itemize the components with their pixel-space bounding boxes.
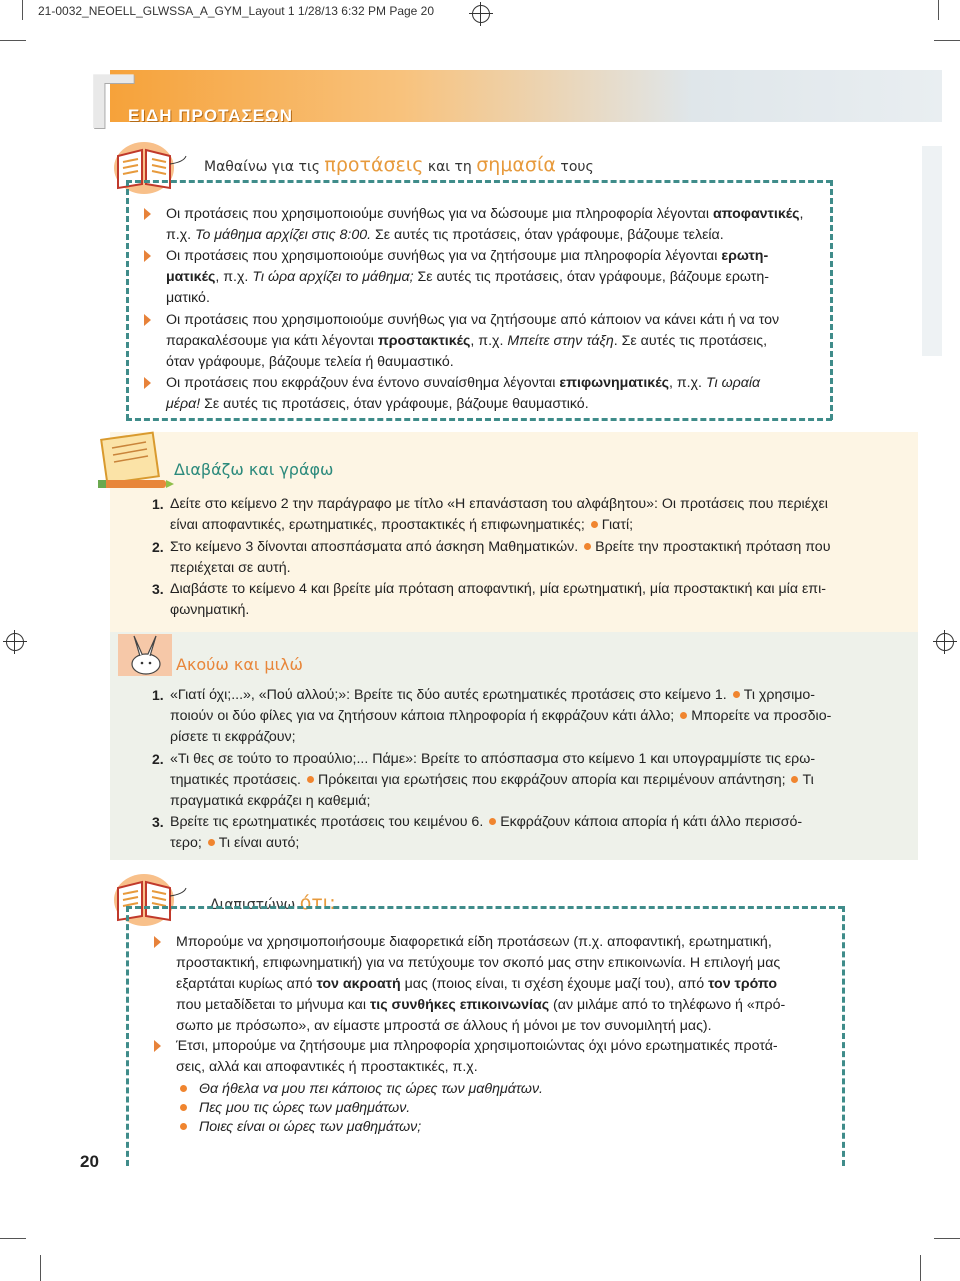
registration-mark-icon	[6, 633, 24, 651]
learn-heading-pre: Μαθαίνω για τις	[204, 159, 320, 175]
dashed-border-top	[126, 906, 844, 909]
read-write-item-3: 3. Διαβάστε το κείμενο 4 και βρείτε μία πρόταση αποφαντική, μία ερωτηματική, μία προστακτική και μία επι- φωνηματική.	[152, 581, 826, 618]
listen-speak-item-2: 2. «Τι θες σε τούτο το προαύλιο;... Πάμε»: Βρείτε το απόσπασμα στο κείμενο 1 και υπογραμμίστε τις ερω- τηματικές προτάσεις. Πρόκειται για ερωτήσεις που εκφράζουν απορία και περιμένουν απάντηση; Τι πραγματικά εκφράζει η καθεμιά;	[152, 751, 816, 809]
crop-mark	[920, 1255, 921, 1281]
learn-heading-post: τους	[560, 159, 594, 175]
listen-speak-item-1: 1. «Γιατί όχι;...», «Πού αλλού;»: Βρείτε τις δύο αυτές ερωτηματικές προτάσεις στο κείμενο 1. Τι χρησιμο- ποιούν οι δύο φίλες για να ζητήσουν κάποια πληροφορία ή εκφράζουν κάτι άλλο; Μπορείτε να προσδιο- ρίσετε τι εκφράζουν;	[152, 687, 832, 745]
discover-heading-word: ότι:	[299, 892, 336, 914]
registration-mark-icon	[936, 633, 954, 651]
dashed-border-bottom	[126, 418, 832, 421]
dashed-border-right	[842, 906, 845, 1166]
bullet-icon	[154, 936, 161, 948]
chapter-title: ΕΙΔΗ ΠΡΟΤΑΣΕΩΝ	[128, 106, 293, 125]
side-strip	[922, 146, 942, 356]
open-book-icon	[108, 134, 188, 196]
discover-paragraph-2: Έτσι, μπορούμε να ζητήσουμε μια πληροφορία χρησιμοποιώντας όχι μόνο ερωτηματικές προτά- σεις, αλλά και αποφαντικές ή προστακτικές, π.χ.	[176, 1036, 836, 1078]
read-write-item-2: 2. Στο κείμενο 3 δίνονται αποσπάσματα από άσκηση Μαθηματικών. Βρείτε την προστακτική πρόταση που περιέχεται σε αυτή.	[152, 539, 831, 576]
crop-mark	[40, 1255, 41, 1281]
learn-paragraph-3: Οι προτάσεις που χρησιμοποιούμε συνήθως για να ζητήσουμε από κάποιον να κάνει κάτι ή να τον παρακαλέσουμε για κάτι λέγονται προστακτικές, π.χ. Μπείτε στην τάξη. Σε αυτές τις προτάσεις, όταν γράφουμε, βάζουμε τελεία ή θαυμαστικό.	[166, 310, 826, 373]
discover-heading-pre: Διαπιστώνω	[210, 897, 296, 913]
dashed-border-right	[830, 180, 833, 420]
dashed-border-left	[126, 906, 129, 1166]
dashed-border-left	[126, 180, 129, 420]
dot-icon	[489, 818, 496, 825]
dot-icon	[180, 1123, 187, 1130]
dot-icon	[733, 691, 740, 698]
learn-paragraph-1: Οι προτάσεις που χρησιμοποιούμε συνήθως για να δώσουμε μια πληροφορία λέγονται αποφαντικές, π.χ. Το μάθημα αρχίζει στις 8:00. Σε αυτές τις προτάσεις, όταν γράφουμε, βάζουμε τελεία.	[166, 204, 826, 246]
listen-speak-item-3: 3. Βρείτε τις ερωτηματικές προτάσεις του κειμένου 6. Εκφράζουν κάποια απορία ή κάτι άλλο περισσό- τερο; Τι είναι αυτό;	[152, 814, 803, 851]
example-item: Πες μου τις ώρες των μαθημάτων.	[178, 1099, 778, 1118]
dot-icon	[180, 1085, 187, 1092]
dot-icon	[307, 776, 314, 783]
bullet-icon	[144, 250, 151, 262]
learn-heading-word1: προτάσεις	[324, 154, 424, 176]
crop-mark	[22, 0, 23, 20]
learn-paragraph-4: Οι προτάσεις που εκφράζουν ένα έντονο συναίσθημα λέγονται επιφωνηματικές, π.χ. Τι ωραία μέρα! Σε αυτές τις προτάσεις, όταν γράφουμε, βάζουμε θαυμαστικό.	[166, 373, 826, 415]
registration-mark-icon	[472, 5, 490, 23]
listen-speak-heading: Ακούω και μιλώ	[176, 655, 303, 674]
dashed-border-top	[126, 180, 832, 183]
learn-heading	[204, 154, 594, 176]
crop-mark	[934, 40, 960, 41]
crop-mark	[0, 1238, 26, 1239]
crop-mark	[934, 1238, 960, 1239]
dot-icon	[680, 712, 687, 719]
learn-heading-word2: σημασία	[476, 154, 556, 176]
read-write-heading: Διαβάζω και γράφω	[174, 460, 334, 479]
notebook-pencil-icon	[96, 430, 174, 498]
rabbit-icon	[116, 630, 176, 680]
dot-icon	[791, 776, 798, 783]
open-book-icon	[108, 866, 188, 928]
bullet-icon	[144, 314, 151, 326]
dot-icon	[584, 543, 591, 550]
example-item: Ποιες είναι οι ώρες των μαθημάτων;	[178, 1118, 778, 1137]
bullet-icon	[144, 208, 151, 220]
read-write-item-1: 1. Δείτε στο κείμενο 2 την παράγραφο με τίτλο «Η επανάσταση του αλφάβητου»: Οι προτάσεις που περιέχει είναι αποφαντικές, ερωτηματικές, προστακτικές ή επιφωνηματικές; Γιατί;	[152, 496, 828, 533]
discover-paragraph-1: Μπορούμε να χρησιμοποιήσουμε διαφορετικά είδη προτάσεων (π.χ. αποφαντική, ερωτηματική, προστακτική, επιφωνηματική) για να πετύχουμε τον σκοπό μας στην επικοινωνία. Η επιλογή μας εξαρτάται κυρίως από τον ακροατή μας (ποιος είναι, τι σχέση έχουμε μαζί του), από τον τρόπο που μεταδίδεται το μήνυμα και τις συνθήκες επικοινωνίας (αν μιλάμε από το τηλέφωνο ή «πρό- σωπο με πρόσωπο», αν είμαστε μπροστά σε άλλους ή μόνοι με τον συνομιλητή μας).	[176, 932, 836, 1037]
discover-examples	[178, 1080, 778, 1137]
bullet-icon	[154, 1040, 161, 1052]
dot-icon	[208, 839, 215, 846]
dot-icon	[180, 1104, 187, 1111]
crop-mark	[0, 40, 26, 41]
print-header-text: 21-0032_NEOELL_GLWSSA_A_GYM_Layout 1 1/28/13 6:32 PM Page 20	[38, 4, 435, 18]
page-number: 20	[80, 1152, 99, 1171]
crop-mark	[938, 0, 939, 20]
learn-paragraph-2: Οι προτάσεις που χρησιμοποιούμε συνήθως για να ζητήσουμε μια πληροφορία λέγονται ερωτη- ματικές, π.χ. Τι ώρα αρχίζει το μάθημα; Σε αυτές τις προτάσεις, όταν γράφουμε, βάζουμε ερωτη- ματικό.	[166, 246, 826, 309]
example-item: Θα ήθελα να μου πει κάποιος τις ώρες των μαθημάτων.	[178, 1080, 778, 1099]
discover-heading	[210, 892, 336, 914]
dot-icon	[591, 521, 598, 528]
chapter-letter: Γ	[88, 57, 135, 145]
learn-heading-mid: και τη	[427, 159, 472, 175]
bullet-icon	[144, 377, 151, 389]
